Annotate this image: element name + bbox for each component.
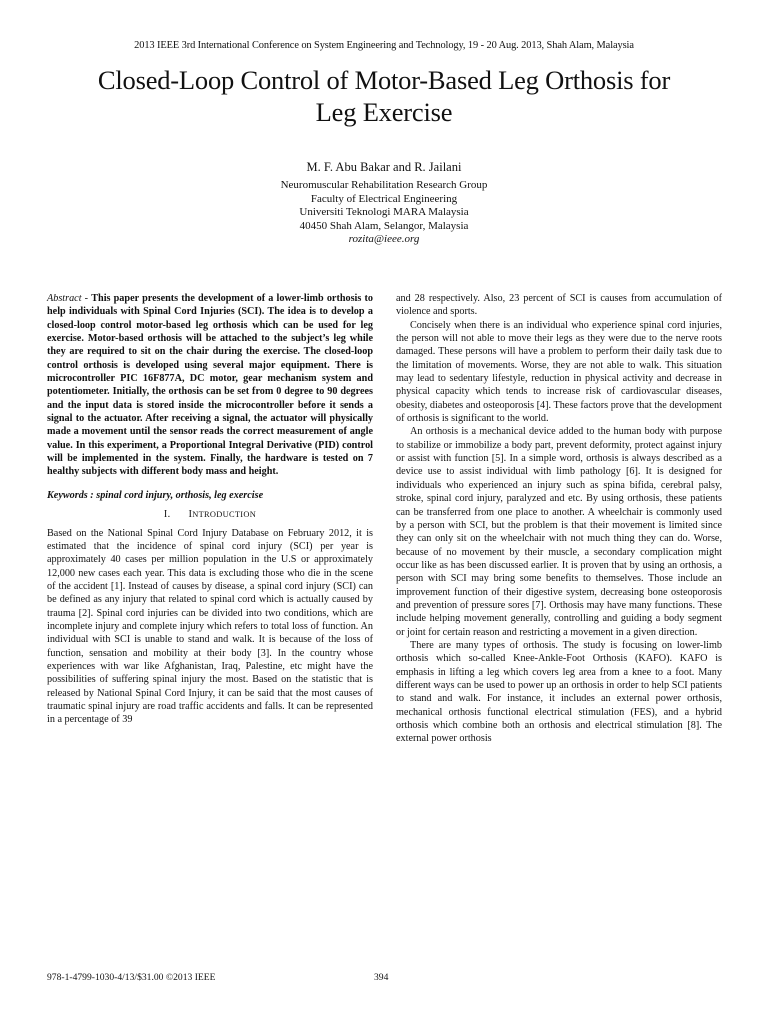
section-title-initial: I	[188, 509, 193, 521]
intro-paragraph-1-continued: and 28 respectively. Also, 23 percent of SCI is causes from accumulation of violence and sports.	[396, 293, 722, 318]
abstract	[47, 292, 373, 479]
footer-page-number: 394	[374, 972, 389, 983]
right-column	[396, 292, 722, 746]
section-heading-introduction	[47, 508, 373, 521]
intro-paragraph-4: There are many types of orthosis. The study is focusing on lower-limb orthosis which so-called Knee-Ankle-Foot Orthosis (KAFO). KAFO is emphasis in lifting a leg which covers leg area from a knee to a foot. Many different ways can be used to power up an orthosis in order to help SCI patients to stand and walk. For instance, it includes an external power orthosis, mechanical orthosis functional electrical stimulation (FES), and a hybrid orthosis which combine both an orthosis and electrical stimulation [8]. The external power orthosis	[396, 639, 722, 745]
keywords: Keywords : spinal cord injury, orthosis, leg exercise	[47, 489, 264, 501]
conference-header: 2013 IEEE 3rd International Conference on System Engineering and Technology, 19 - 20 Aug. 2013, Shah Alam, Malaysia	[134, 40, 634, 51]
affiliation-group: Neuromuscular Rehabilitation Research Group	[280, 179, 488, 191]
intro-paragraph-1: Based on the National Spinal Cord Injury Database on February 2012, it is estimated that the incidence of spinal cord injury (SCI) per year is approximately 40 cases per million population in the U.S or approximately 12,000 new cases each year. This data is excluding those who die in the scene of the accident [1]. Instead of causes by disease, a spinal cord injury (SCI) can be defined as any injury that related to spinal cord which is actually caused by trauma [2]. Spinal cord injuries can be divided into two conditions, which are incomplete injury and complete injury which refers to total loss of function. An individual with SCI is unable to stand and walk. It is because of the loss of function, sensation and mobility at their body [3]. In the country whose experiences with war like Afghanistan, Iraq, Palestine, etc might have the possibilities of suffering spinal injury the most. Based on the statistic that is released by National Spinal Cord Injury, it can be said that the most causes of traumatic spinal injury are road traffic accidents and falls. It can be represented in a percentage of 39	[47, 527, 373, 726]
author-email: rozita@ieee.org	[348, 233, 420, 245]
footer-isbn: 978-1-4799-1030-4/13/$31.00 ©2013 IEEE	[47, 972, 216, 983]
paper-title	[40, 64, 728, 128]
title-line-2: Leg Exercise	[315, 97, 453, 127]
affiliation-address: 40450 Shah Alam, Selangor, Malaysia	[299, 219, 469, 232]
intro-paragraph-2: Concisely when there is an individual who experience spinal cord injuries, the person will not able to move their legs as they were due to the nerve roots damaged. These persons will have a problem to perform their daily task due to the limitation of movements. Worse, they are not able to walk. This situation may lead to sedentary lifestyle, reduction in physical activity and decrease in physical capacity which tends to increase risk of cardiovascular diseases, obesity, diabetes and osteoporosis [4]. These factors prove that the development of orthosis is significant to the world.	[396, 319, 722, 425]
abstract-text: This paper presents the development of a lower-limb orthosis to help individuals with Spinal Cord Injuries (SCI). The idea is to develop a closed-loop control motor-based leg orthosis which can be used for leg exercise. Motor-based orthosis will be attached to the subject’s leg while they are required to sit on the chair during the exercise. The closed-loop control orthosis is developed using several major equipment. There is microcontroller PIC 16F877A, DC motor, gear mechanism system and potentiometer. Initially, the orthosis can be set from 0 degree to 90 degrees and the input data is stored inside the microcontroller before it sends a signal to the actuator. After receiving a signal, the actuator will physically made a movement until the sensor reads the correct measurement of angle value. In this experiment, a Proportional Integral Derivative (PID) control will be implemented in the system. Finally, the hardware is tested on 7 healthy subjects with different body mass and height.	[47, 293, 373, 478]
section-title-rest: NTRODUCTION	[192, 510, 257, 520]
abstract-label: Abstract -	[47, 293, 92, 304]
affiliation-university: Universiti Teknologi MARA Malaysia	[299, 206, 469, 218]
left-column	[47, 292, 373, 727]
intro-paragraph-3: An orthosis is a mechanical device added to the human body with purpose to stabilize or immobilize a body part, prevent deformity, protect against injury or assist with function [5]. In a simple word, orthosis is always described as a device use to assist individual with limb pathology [6]. It is designed for individuals who experienced an injury such as spina bifida, cerebral palsy, stroke, spinal cord injury, paralyzed and etc. By using orthosis, these patients can be transferred from one place to another. A wheelchair is commonly used by a person with SCI, but the problem is that their movement is limited since they can only sit on the wheelchair with not much thing they can do. Worse, because of no movement by their muscle, a secondary complication might occur like as has been discussed earlier. It is proven that by using an orthosis, a person with SCI may bring some benefits to themselves. Those include an improvement function of their digestive system, decreasing bone osteoporosis and prevention of pressure sores [7]. Orthosis may have many functions. These include helping movement generally, controlling and guiding a body segment or joint for certain reason and restricting a movement in a given direction.	[396, 426, 722, 638]
affiliation-faculty: Faculty of Electrical Engineering	[310, 192, 458, 205]
affiliation-block	[0, 179, 768, 247]
title-line-1: Closed-Loop Control of Motor-Based Leg Orthosis for	[97, 65, 671, 95]
authors: M. F. Abu Bakar and R. Jailani	[306, 160, 462, 174]
section-number: I.	[163, 509, 171, 521]
